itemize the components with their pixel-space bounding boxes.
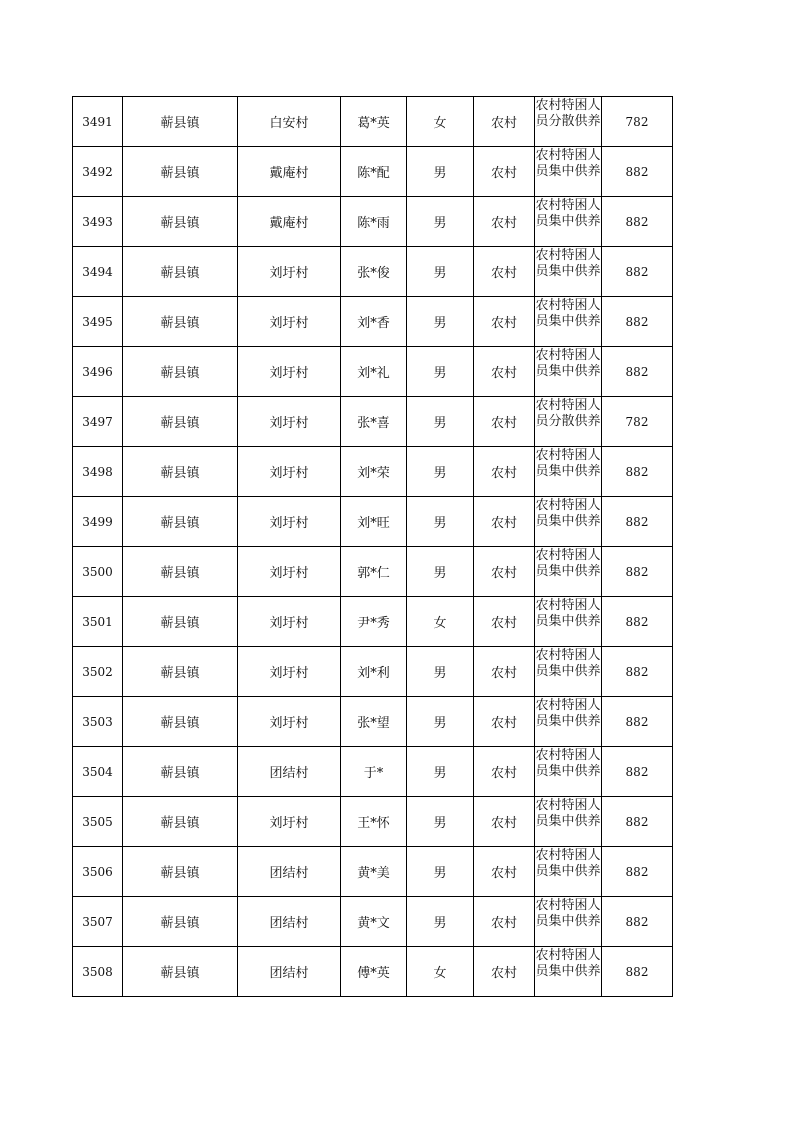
village-cell: 戴庵村: [238, 197, 341, 247]
gender-cell: 男: [407, 197, 474, 247]
table-row: [73, 597, 673, 647]
support-type-cell: [535, 797, 602, 847]
amount-cell: 882: [602, 597, 673, 647]
residence-type-cell: 农村: [474, 897, 535, 947]
amount-cell: 882: [602, 747, 673, 797]
village-cell: 刘圩村: [238, 347, 341, 397]
gender-cell: 男: [407, 147, 474, 197]
table-container: [72, 96, 673, 997]
town-cell: 蕲县镇: [123, 197, 238, 247]
town-cell: 蕲县镇: [123, 747, 238, 797]
town-cell: 蕲县镇: [123, 247, 238, 297]
residence-type-cell: 农村: [474, 197, 535, 247]
village-cell: 戴庵村: [238, 147, 341, 197]
support-type-text: 农村特困人员集中供养: [535, 648, 601, 679]
person-name-cell: 刘*利: [341, 647, 407, 697]
table-row: [73, 397, 673, 447]
serial-number-cell: 3491: [73, 97, 123, 147]
residence-type-cell: 农村: [474, 547, 535, 597]
serial-number-cell: 3505: [73, 797, 123, 847]
support-type-cell: [535, 397, 602, 447]
support-type-text: 农村特困人员集中供养: [535, 148, 601, 179]
town-cell: 蕲县镇: [123, 947, 238, 997]
amount-cell: 782: [602, 397, 673, 447]
table-row: [73, 947, 673, 997]
residence-type-cell: 农村: [474, 597, 535, 647]
village-cell: 刘圩村: [238, 797, 341, 847]
serial-number-cell: 3494: [73, 247, 123, 297]
support-type-text: 农村特困人员集中供养: [535, 348, 601, 379]
gender-cell: 男: [407, 497, 474, 547]
person-name-cell: 于*: [341, 747, 407, 797]
serial-number-cell: 3501: [73, 597, 123, 647]
serial-number-cell: 3508: [73, 947, 123, 997]
table-row: [73, 497, 673, 547]
gender-cell: 男: [407, 897, 474, 947]
person-name-cell: 陈*雨: [341, 197, 407, 247]
relief-recipient-table: [72, 96, 673, 997]
serial-number-cell: 3504: [73, 747, 123, 797]
amount-cell: 882: [602, 847, 673, 897]
support-type-cell: [535, 247, 602, 297]
amount-cell: 882: [602, 547, 673, 597]
table-row: [73, 347, 673, 397]
support-type-text: 农村特困人员集中供养: [535, 548, 601, 579]
person-name-cell: 尹*秀: [341, 597, 407, 647]
gender-cell: 男: [407, 747, 474, 797]
gender-cell: 男: [407, 797, 474, 847]
residence-type-cell: 农村: [474, 797, 535, 847]
person-name-cell: 黄*美: [341, 847, 407, 897]
serial-number-cell: 3506: [73, 847, 123, 897]
amount-cell: 882: [602, 647, 673, 697]
serial-number-cell: 3498: [73, 447, 123, 497]
table-row: [73, 447, 673, 497]
support-type-text: 农村特困人员集中供养: [535, 598, 601, 629]
residence-type-cell: 农村: [474, 497, 535, 547]
gender-cell: 男: [407, 547, 474, 597]
amount-cell: 882: [602, 697, 673, 747]
town-cell: 蕲县镇: [123, 597, 238, 647]
residence-type-cell: 农村: [474, 97, 535, 147]
gender-cell: 男: [407, 397, 474, 447]
support-type-cell: [535, 297, 602, 347]
serial-number-cell: 3502: [73, 647, 123, 697]
amount-cell: 882: [602, 497, 673, 547]
table-row: [73, 647, 673, 697]
support-type-cell: [535, 447, 602, 497]
amount-cell: 882: [602, 297, 673, 347]
support-type-text: 农村特困人员集中供养: [535, 698, 601, 729]
person-name-cell: 葛*英: [341, 97, 407, 147]
gender-cell: 男: [407, 297, 474, 347]
village-cell: 团结村: [238, 947, 341, 997]
serial-number-cell: 3492: [73, 147, 123, 197]
town-cell: 蕲县镇: [123, 797, 238, 847]
gender-cell: 男: [407, 447, 474, 497]
amount-cell: 882: [602, 947, 673, 997]
serial-number-cell: 3500: [73, 547, 123, 597]
gender-cell: 男: [407, 347, 474, 397]
table-row: [73, 697, 673, 747]
village-cell: 刘圩村: [238, 247, 341, 297]
residence-type-cell: 农村: [474, 447, 535, 497]
town-cell: 蕲县镇: [123, 397, 238, 447]
amount-cell: 882: [602, 197, 673, 247]
support-type-text: 农村特困人员集中供养: [535, 298, 601, 329]
gender-cell: 女: [407, 597, 474, 647]
amount-cell: 882: [602, 797, 673, 847]
person-name-cell: 刘*荣: [341, 447, 407, 497]
amount-cell: 882: [602, 247, 673, 297]
support-type-cell: [535, 497, 602, 547]
person-name-cell: 张*俊: [341, 247, 407, 297]
support-type-cell: [535, 97, 602, 147]
person-name-cell: 刘*礼: [341, 347, 407, 397]
village-cell: 刘圩村: [238, 647, 341, 697]
residence-type-cell: 农村: [474, 947, 535, 997]
support-type-cell: [535, 197, 602, 247]
village-cell: 刘圩村: [238, 397, 341, 447]
town-cell: 蕲县镇: [123, 497, 238, 547]
gender-cell: 男: [407, 647, 474, 697]
support-type-text: 农村特困人员集中供养: [535, 898, 601, 929]
table-row: [73, 97, 673, 147]
residence-type-cell: 农村: [474, 847, 535, 897]
residence-type-cell: 农村: [474, 147, 535, 197]
table-row: [73, 797, 673, 847]
village-cell: 刘圩村: [238, 547, 341, 597]
residence-type-cell: 农村: [474, 297, 535, 347]
amount-cell: 882: [602, 347, 673, 397]
amount-cell: 882: [602, 447, 673, 497]
table-row: [73, 147, 673, 197]
support-type-cell: [535, 547, 602, 597]
person-name-cell: 黄*文: [341, 897, 407, 947]
support-type-text: 农村特困人员集中供养: [535, 448, 601, 479]
serial-number-cell: 3507: [73, 897, 123, 947]
serial-number-cell: 3493: [73, 197, 123, 247]
village-cell: 刘圩村: [238, 597, 341, 647]
support-type-text: 农村特困人员分散供养: [535, 98, 601, 129]
town-cell: 蕲县镇: [123, 647, 238, 697]
residence-type-cell: 农村: [474, 647, 535, 697]
town-cell: 蕲县镇: [123, 447, 238, 497]
person-name-cell: 傅*英: [341, 947, 407, 997]
person-name-cell: 郭*仁: [341, 547, 407, 597]
village-cell: 团结村: [238, 897, 341, 947]
person-name-cell: 张*望: [341, 697, 407, 747]
person-name-cell: 刘*香: [341, 297, 407, 347]
support-type-cell: [535, 347, 602, 397]
amount-cell: 782: [602, 97, 673, 147]
village-cell: 刘圩村: [238, 447, 341, 497]
support-type-cell: [535, 697, 602, 747]
gender-cell: 男: [407, 847, 474, 897]
residence-type-cell: 农村: [474, 347, 535, 397]
residence-type-cell: 农村: [474, 247, 535, 297]
village-cell: 刘圩村: [238, 697, 341, 747]
village-cell: 团结村: [238, 847, 341, 897]
town-cell: 蕲县镇: [123, 547, 238, 597]
gender-cell: 男: [407, 247, 474, 297]
serial-number-cell: 3503: [73, 697, 123, 747]
serial-number-cell: 3499: [73, 497, 123, 547]
table-row: [73, 847, 673, 897]
support-type-cell: [535, 847, 602, 897]
support-type-text: 农村特困人员集中供养: [535, 748, 601, 779]
gender-cell: 女: [407, 97, 474, 147]
support-type-text: 农村特困人员分散供养: [535, 398, 601, 429]
table-row: [73, 747, 673, 797]
support-type-text: 农村特困人员集中供养: [535, 498, 601, 529]
support-type-text: 农村特困人员集中供养: [535, 948, 601, 979]
support-type-text: 农村特困人员集中供养: [535, 248, 601, 279]
amount-cell: 882: [602, 147, 673, 197]
table-row: [73, 297, 673, 347]
person-name-cell: 陈*配: [341, 147, 407, 197]
support-type-cell: [535, 647, 602, 697]
town-cell: 蕲县镇: [123, 147, 238, 197]
town-cell: 蕲县镇: [123, 697, 238, 747]
support-type-text: 农村特困人员集中供养: [535, 798, 601, 829]
residence-type-cell: 农村: [474, 697, 535, 747]
town-cell: 蕲县镇: [123, 897, 238, 947]
support-type-cell: [535, 147, 602, 197]
support-type-text: 农村特困人员集中供养: [535, 198, 601, 229]
village-cell: 刘圩村: [238, 297, 341, 347]
town-cell: 蕲县镇: [123, 297, 238, 347]
serial-number-cell: 3496: [73, 347, 123, 397]
table-row: [73, 247, 673, 297]
support-type-cell: [535, 897, 602, 947]
person-name-cell: 王*怀: [341, 797, 407, 847]
gender-cell: 女: [407, 947, 474, 997]
residence-type-cell: 农村: [474, 747, 535, 797]
residence-type-cell: 农村: [474, 397, 535, 447]
person-name-cell: 张*喜: [341, 397, 407, 447]
table-row: [73, 197, 673, 247]
amount-cell: 882: [602, 897, 673, 947]
town-cell: 蕲县镇: [123, 97, 238, 147]
village-cell: 团结村: [238, 747, 341, 797]
table-row: [73, 897, 673, 947]
town-cell: 蕲县镇: [123, 847, 238, 897]
serial-number-cell: 3497: [73, 397, 123, 447]
serial-number-cell: 3495: [73, 297, 123, 347]
town-cell: 蕲县镇: [123, 347, 238, 397]
village-cell: 白安村: [238, 97, 341, 147]
support-type-cell: [535, 597, 602, 647]
support-type-text: 农村特困人员集中供养: [535, 848, 601, 879]
support-type-cell: [535, 747, 602, 797]
person-name-cell: 刘*旺: [341, 497, 407, 547]
table-row: [73, 547, 673, 597]
support-type-cell: [535, 947, 602, 997]
gender-cell: 男: [407, 697, 474, 747]
village-cell: 刘圩村: [238, 497, 341, 547]
